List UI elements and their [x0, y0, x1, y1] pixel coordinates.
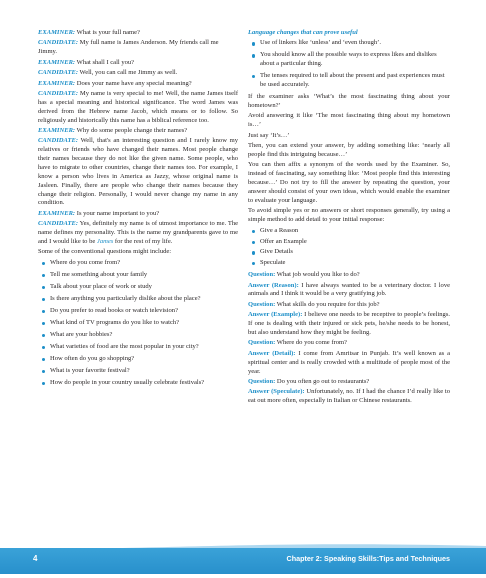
dialogue-line: CANDIDATE: Well, you can call me Jimmy as well.	[38, 69, 178, 77]
list-item: What varieties of food are the most popular in your city?	[38, 343, 238, 352]
list-item: Is there anything you particularly dislike about the place?	[38, 295, 238, 304]
body-paragraph: If the examiner asks ‘What’s the most fascinating thing about your hometown?’	[248, 92, 450, 109]
qa-line: Question: What skills do you require for this job?	[248, 300, 380, 308]
list-item: Use of linkers like ‘unless’ and ‘even though’.	[248, 39, 450, 48]
list-item: Speculate	[248, 259, 450, 268]
list-item: Talk about your place of work or study	[38, 283, 238, 292]
list-item: You should know all the possible ways to express likes and dislikes about a particular thing.	[248, 51, 450, 69]
dialogue-line: CANDIDATE: My full name is James Anderson. My friends call me Jimmy.	[38, 39, 219, 56]
list-item: What is your favorite festival?	[38, 367, 238, 376]
dialogue-line: CANDIDATE: Yes, definitely my name is of utmost importance to me. The name defines my personality. This is the name my grandparents gave to me and I would like to be James for the rest of my life.	[38, 220, 238, 245]
language-tips-list	[248, 39, 450, 89]
list-item: Where do you come from?	[38, 259, 238, 268]
dialogue-line: CANDIDATE: My name is very special to me! Well, the name James itself has a special meaning and historical significance. The word James was derived from the Hebrew name Jacob, which means or to follow. So religiously and historically this name has a biblical reference too.	[38, 90, 238, 124]
dialogue-line: EXAMINER: Does your name have any special meaning?	[38, 79, 192, 87]
qa-line: Answer (Example): I believe one needs to be receptive to people’s feelings. If one is dealing with their injured or sick pets, he/she needs to be honest, but also understand how they might be feeling.	[248, 311, 451, 336]
left-column	[38, 29, 238, 391]
page-number: 4	[33, 554, 38, 563]
qa-line: Answer (Reason): I have always wanted to be a veterinary doctor. I love animals and I think it would be a very gratifying job.	[248, 281, 450, 298]
name-emphasis: James	[96, 237, 114, 245]
questions-intro: Some of the conventional questions might include:	[38, 248, 172, 256]
qa-line: Question: Do you often go out to restaurants?	[248, 377, 370, 385]
list-item: Tell me something about your family	[38, 271, 238, 280]
body-paragraph: Then, you can extend your answer, by adding something like: ‘nearly all people find this intriguing because…’	[248, 141, 450, 158]
dialogue-line: EXAMINER: Is your name important to you?	[38, 209, 160, 217]
list-item: Offer an Example	[248, 238, 450, 247]
chapter-title: Chapter 2: Speaking Skills:Tips and Techniques	[286, 554, 450, 563]
dialogue-line: CANDIDATE: Well, that's an interesting question and I rarely know my relatives or friends who have changed their names. Most people change their names because they do not like the given name. Some people, who have to migrate to other countries, change their names too. For example, I know a person who lives in America as Jazzy, whose original name is Jasleen. Finally, there are people who change their names because they change their religion. Personally, I would never change my name in any condition.	[38, 137, 238, 207]
qa-line: Answer (Detail): I come from Amritsar in Punjab. It’s well known as a spiritual center and is really crowded with a multitude of people most of the year.	[248, 349, 450, 375]
body-paragraph: You can then affix a synonym of the words used by the Examiner. So, instead of fascinating, say something like: ‘Most people find this interesting because…’ Do not try to fill the answer by repeating the question, your answer should consist of your own ideas, which would enable the examiner to evaluate your language.	[248, 161, 450, 204]
section-heading: Language changes that can prove useful	[248, 29, 358, 36]
list-item: How do people in your country usually celebrate festivals?	[38, 379, 238, 388]
methods-list	[248, 227, 450, 268]
list-item: How often do you go shopping?	[38, 355, 238, 364]
dialogue-line: EXAMINER: Why do some people change their names?	[38, 127, 188, 134]
list-item: The tenses required to tell about the present and past experiences must be used accurately.	[248, 72, 450, 90]
list-item: What are your hobbies?	[38, 331, 238, 340]
body-paragraph: Just say ‘It’s…’	[248, 131, 290, 139]
body-paragraph: Avoid answering it like ‘The most fascinating thing about my hometown is…’	[248, 112, 450, 129]
body-paragraph: To avoid simple yes or no answers or short responses generally, try using a simple method to add detail to your initial response:	[248, 207, 450, 223]
qa-line: Question: What job would you like to do?	[248, 271, 360, 279]
qa-line: Answer (Speculate): Unfortunately, no. If I had the chance I’d really like to eat out more often, especially in Italian or Chinese restaurants.	[248, 388, 451, 405]
dialogue-line: EXAMINER: What shall I call you?	[38, 58, 135, 66]
right-column	[248, 29, 450, 408]
dialogue-line: EXAMINER: What is your full name?	[38, 29, 140, 36]
list-item: What kind of TV programs do you like to watch?	[38, 319, 238, 328]
qa-line: Question: Where do you come from?	[248, 339, 347, 347]
list-item: Give Details	[248, 248, 450, 257]
conventional-questions-list	[38, 259, 238, 387]
list-item: Give a Reason	[248, 227, 450, 236]
list-item: Do you prefer to read books or watch television?	[38, 307, 238, 316]
